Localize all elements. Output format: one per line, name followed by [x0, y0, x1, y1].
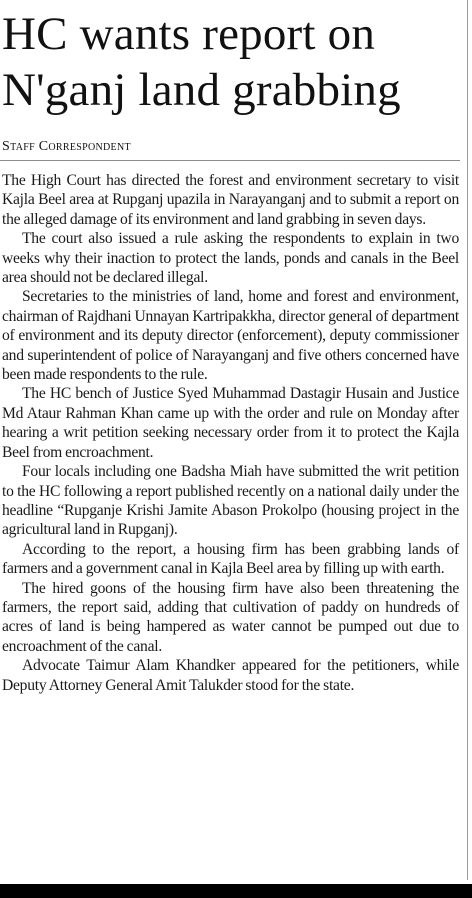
- byline: Staff Correspondent: [2, 139, 131, 154]
- paragraph: Four locals including one Badsha Miah have submitted the writ petition to the HC following a report published recently on a national daily under the headline “Rupganje Krishi Jamite Abason Prokolpo (housing project in the agricultural land in Rupganj).: [2, 463, 459, 539]
- article-body: [2, 171, 459, 695]
- paragraph: The HC bench of Justice Syed Muhammad Dastagir Husain and Justice Md Ataur Rahman Khan came up with the order and rule on Monday after hearing a writ petition seeking necessary order from it to protect the Kajla Beel from encroachment.: [2, 385, 459, 461]
- paragraph: The court also issued a rule asking the respondents to explain in two weeks why their inaction to protect the lands, ponds and canals in the Beel area should not be declared illegal.: [2, 230, 459, 287]
- paragraph: Advocate Taimur Alam Khandker appeared for the petitioners, while Deputy Attorney General Amit Talukder stood for the state.: [2, 657, 459, 694]
- column-rule: [467, 0, 468, 880]
- paragraph: The hired goons of the housing firm have also been threatening the farmers, the report said, adding that cultivation of paddy on hundreds of acres of land is being hampered as water cannot be pumped out due to encroachment of the canal.: [2, 579, 459, 655]
- paragraph: Secretaries to the ministries of land, home and forest and environment, chairman of Rajdhani Unnayan Kartripakkha, director general of department of environment and its deputy director (enforcement), deputy commissioner and superintendent of police of Narayanganj and five others concerned have been made respondents to the rule.: [2, 288, 459, 384]
- byline-divider: [0, 160, 460, 161]
- headline: HC wants report on N'ganj land grabbing: [2, 8, 401, 116]
- paragraph: The High Court has directed the forest and environment secretary to visit Kajla Beel area at Rupganj upazila in Narayanganj and to submit a report on the alleged damage of its environment and land grabbing in seven days.: [2, 172, 459, 228]
- bottom-border: [0, 884, 472, 898]
- paragraph: According to the report, a housing firm has been grabbing lands of farmers and a government canal in Kajla Beel area by filling up with earth.: [2, 540, 459, 578]
